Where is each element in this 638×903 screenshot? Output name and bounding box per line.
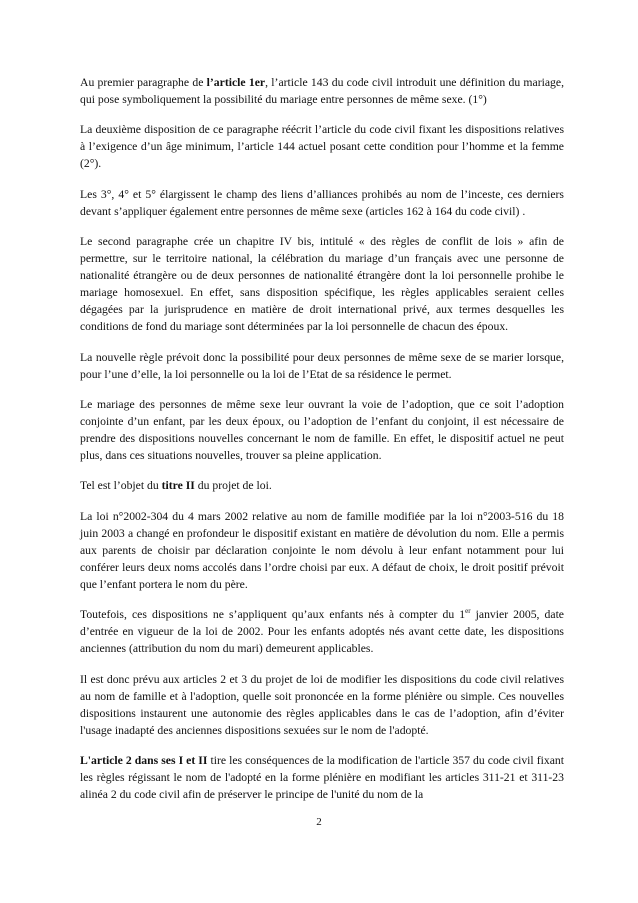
paragraph-age-minimum: La deuxième disposition de ce paragraphe réécrit l’article du code civil fixant les dispositions relatives à l’exigence d’un âge minimum, l’article 144 actuel posant cette condition pour l’homme et la femme (2°). — [80, 123, 564, 171]
paragraph-loi-2002: La loi n°2002-304 du 4 mars 2002 relative au nom de famille modifiée par la loi n°2003-516 du 18 juin 2003 a changé en profondeur le dispositif existant en matière de dévolution du nom. Elle a permis aux parents de choisir par déclaration conjointe le nom dévolu à leur enfant notamment pour lui conférer leurs deux noms accolés dans l’ordre choisi par eux. A défaut de choix, le droit positif prévoit que l’enfant portera le nom du père. — [80, 509, 564, 591]
paragraph-toutefois — [80, 606, 564, 657]
bold-reference: L'article 2 dans ses I et II — [80, 753, 208, 767]
paragraph-nouvelle-regle: La nouvelle règle prévoit donc la possibilité pour deux personnes de même sexe de se marier lorsque, pour l’une d’elle, la loi personnelle ou la loi de l’Etat de sa résidence le permet. — [80, 350, 564, 381]
page-number: 2 — [316, 816, 322, 828]
text: du projet de loi. — [194, 479, 272, 493]
paragraph-adoption: Le mariage des personnes de même sexe leur ouvrant la voie de l’adoption, que ce soit l’adoption conjointe d’un enfant, par les deux époux, ou l’adoption de l’enfant du conjoint, il est nécessaire de prendre des dispositions nouvelles concernant le nom de famille. En effet, le dispositif actuel ne peut plus, dans ces situations nouvelles, trouver sa pleine application. — [80, 397, 564, 462]
document-body — [80, 74, 564, 816]
paragraph-article-2 — [80, 752, 564, 803]
bold-reference: titre II — [161, 479, 195, 493]
paragraph-articles-2-3: Il est donc prévu aux articles 2 et 3 du projet de loi de modifier les dispositions du code civil relatives au nom de famille et à l'adoption, quelle soit prononcée en la forme plénière ou simple. Ces nouvelles dispositions instaurent une autonomie des règles applicables dans le cas de l’adoption, afin d’éviter l'usage inadapté des anciennes dispositions sexuées sur le nom de l'adopté. — [80, 672, 564, 737]
text: , l’article 143 du code civil introduit une définition du mariage, qui pose symboliquement la possibilité du mariage entre personnes de même sexe. (1°) — [80, 76, 564, 106]
superscript: er — [465, 607, 471, 616]
paragraph-conflit-de-lois: Le second paragraphe crée un chapitre IV bis, intitulé « des règles de conflit de lois » afin de permettre, sur le territoire national, la célébration du mariage d’un français avec une personne de nationalité étrangère ou de deux personnes de nationalité étrangère dont la loi personnelle prohibe le mariage homosexuel. En effet, sans disposition spécifique, les règles applicables seraient celles dégagées par la jurisprudence en matière de droit international privé, aux termes desquelles les conditions de fond du mariage sont déterminées par la loi personnelle de chacun des époux. — [80, 235, 564, 334]
bold-reference: l’article 1er — [206, 76, 266, 89]
paragraph-titre-2 — [80, 477, 564, 494]
text: Toutefois, ces dispositions ne s’appliquent qu’aux enfants nés à compter du 1 — [80, 608, 466, 622]
paragraph-article-1 — [80, 74, 564, 108]
text: Tel est l’objet du — [80, 479, 162, 493]
text: Au premier paragraphe de — [80, 76, 207, 89]
text: janvier 2005, date d’entrée en vigueur de la loi de 2002. Pour les enfants adoptés nés avant cette date, les dispositions anciennes (attribution du nom du mari) demeurent applicables. — [80, 608, 564, 656]
text: tire les conséquences de la modification de l'article 357 du code civil fixant les règles régissant le nom de l'adopté en la forme plénière en modifiant les articles 311-21 et 311-23 alinéa 2 du code civil afin de préserver le principe de l'unité du nom de la — [80, 753, 564, 801]
paragraph-inceste: Les 3°, 4° et 5° élargissent le champ des liens d’alliances prohibés au nom de l’inceste, ces derniers devant s’appliquer également entre personnes de même sexe (articles 162 à 164 du code civil) . — [80, 187, 564, 218]
